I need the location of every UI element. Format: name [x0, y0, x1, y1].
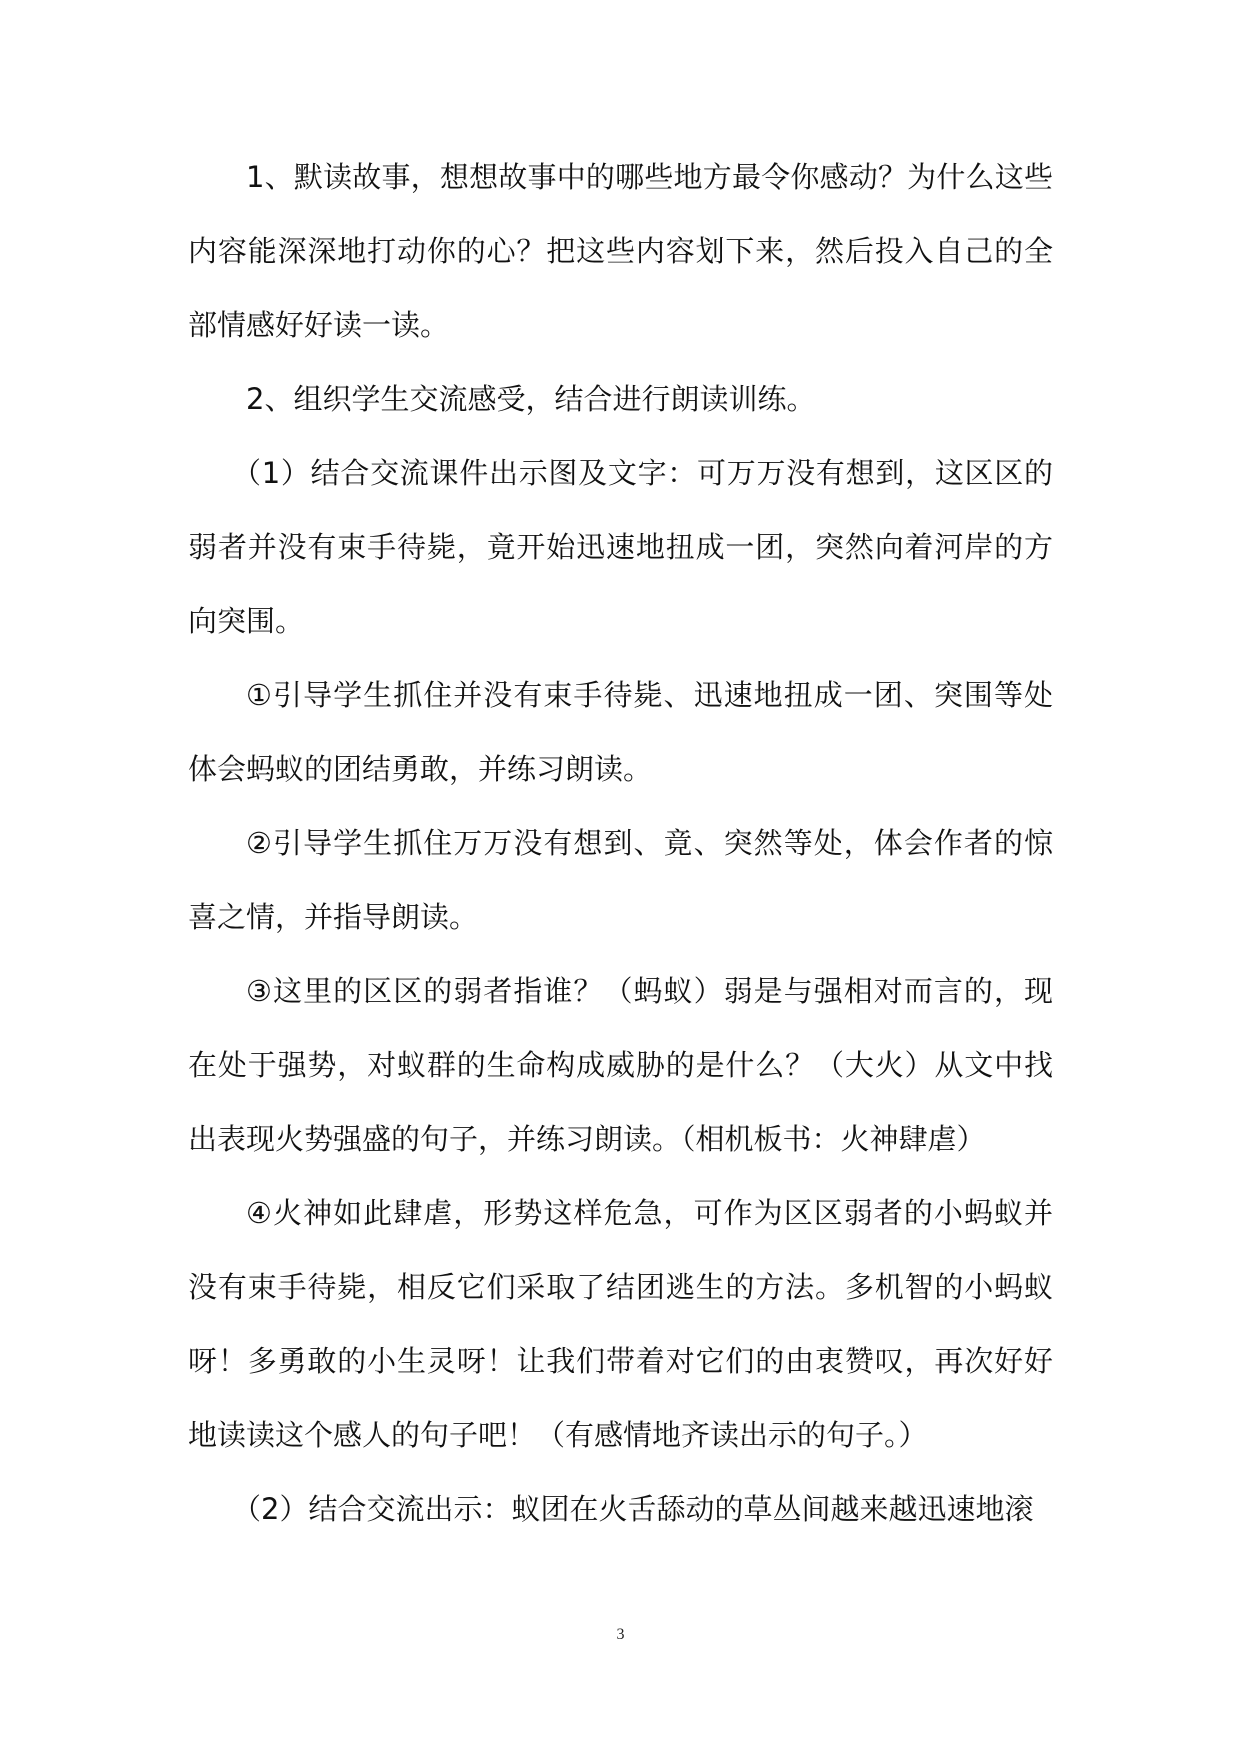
- paragraph-point-2: ②引导学生抓住万万没有想到、竟、突然等处，体会作者的惊喜之情，并指导朗读。: [188, 826, 1053, 934]
- paragraph-point-1: ①引导学生抓住并没有束手待毙、迅速地扭成一团、突围等处体会蚂蚁的团结勇敢，并练习朗读。: [188, 678, 1053, 786]
- page-number: 3: [616, 1626, 625, 1643]
- document-body: [188, 140, 1053, 1546]
- paragraph-sub-1: （1）结合交流课件出示图及文字：可万万没有想到，这区区的弱者并没有束手待毙，竟开始迅速地扭成一团，突然向着河岸的方向突围。: [188, 456, 1053, 638]
- paragraph-sub-2: （2）结合交流出示：蚁团在火舌舔动的草丛间越来越迅速地滚: [232, 1492, 1034, 1526]
- paragraph-point-3: ③这里的区区的弱者指谁？（蚂蚁）弱是与强相对而言的，现在处于强势，对蚁群的生命构成威胁的是什么？（大火）从文中找出表现火势强盛的句子，并练习朗读。（相机板书：火神肆虐）: [188, 974, 1053, 1156]
- paragraph-point-4: ④火神如此肆虐，形势这样危急，可作为区区弱者的小蚂蚁并没有束手待毙，相反它们采取了结团逃生的方法。多机智的小蚂蚁呀！多勇敢的小生灵呀！让我们带着对它们的由衷赞叹，再次好好地读读这个感人的句子吧！（有感情地齐读出示的句子。）: [188, 1196, 1053, 1452]
- paragraph-step-2: 2、组织学生交流感受，结合进行朗读训练。: [246, 382, 816, 416]
- paragraph-step-1: 1、默读故事，想想故事中的哪些地方最令你感动？为什么这些内容能深深地打动你的心？把这些内容划下来，然后投入自己的全部情感好好读一读。: [188, 160, 1053, 342]
